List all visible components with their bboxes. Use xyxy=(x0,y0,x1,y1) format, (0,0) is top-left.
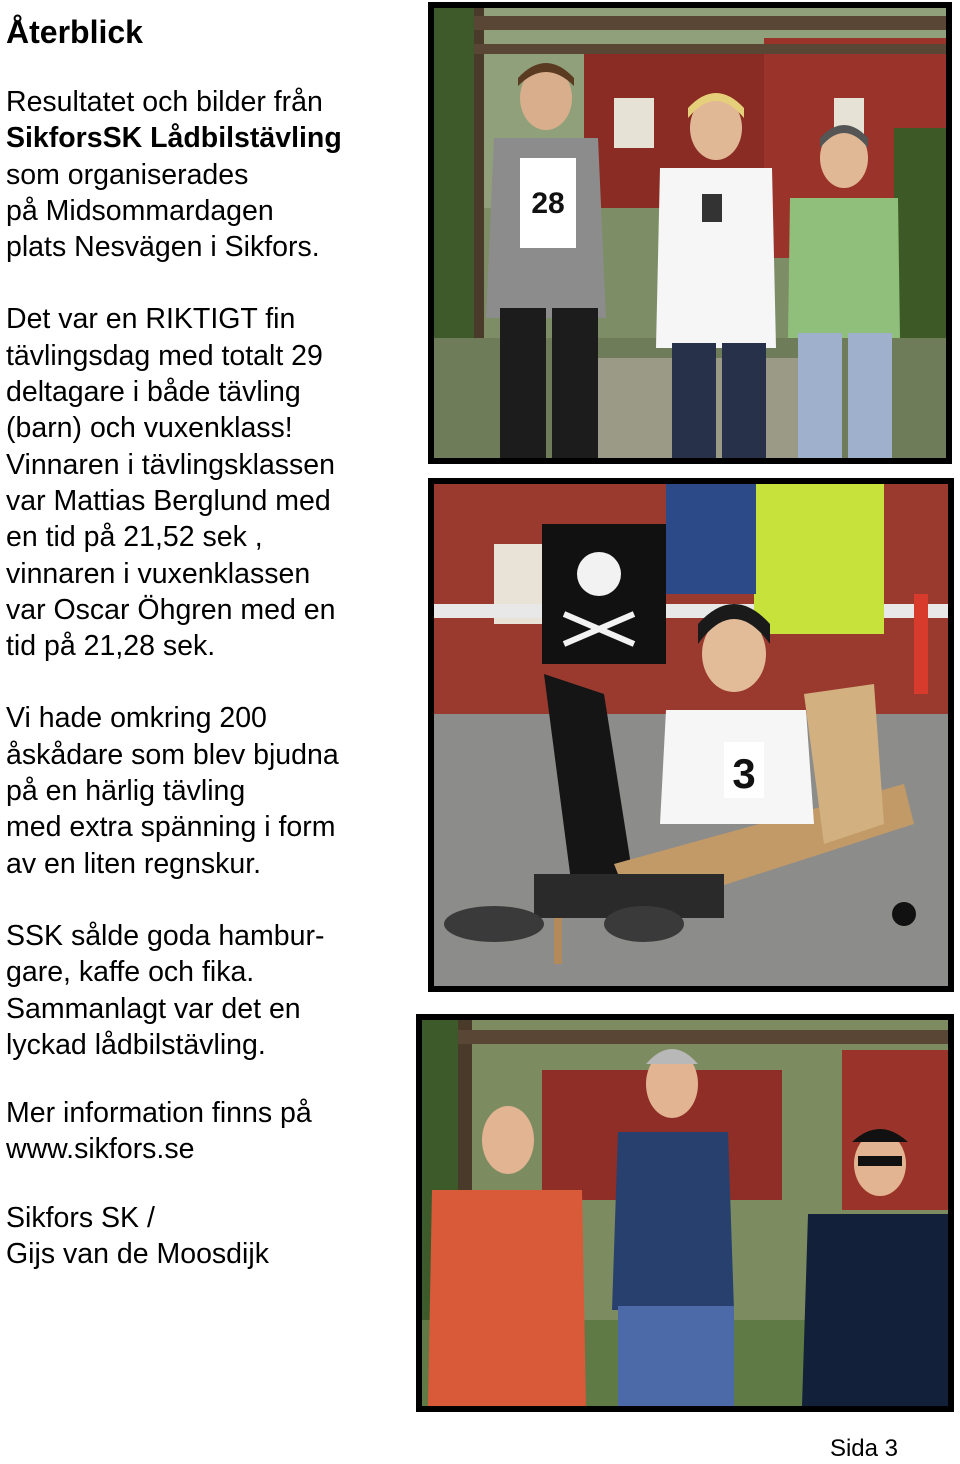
spectators-line: av en liten regnskur. xyxy=(6,847,262,880)
food-line: gare, kaffe och fika. xyxy=(6,956,255,989)
signature-block xyxy=(6,1200,421,1273)
safety-vest xyxy=(754,484,884,634)
intro-line: som organiserades xyxy=(6,158,249,191)
results-line: var Oscar Öhgren med en xyxy=(6,593,336,626)
intro-line: på Midsommardagen xyxy=(6,194,274,227)
food-paragraph xyxy=(6,918,421,1063)
info-line: Mer information finns på xyxy=(6,1097,312,1130)
results-line: (barn) och vuxenklass! xyxy=(6,412,293,445)
photo-adult-winners xyxy=(416,1014,954,1412)
results-paragraph xyxy=(6,301,421,664)
page-title: Återblick xyxy=(6,14,143,50)
bib-number-middle: 3 xyxy=(732,750,756,797)
bib-number-top: 28 xyxy=(531,187,565,220)
intro-line: plats Nesvägen i Sikfors. xyxy=(6,231,320,264)
signature-org: Sikfors SK / xyxy=(6,1201,155,1234)
results-line: en tid på 21,52 sek , xyxy=(6,521,263,554)
intro-line: Resultatet och bilder från xyxy=(6,86,323,118)
results-line: var Mattias Berglund med xyxy=(6,484,331,517)
spectators-paragraph xyxy=(6,700,421,881)
food-line: SSK sålde goda hambur- xyxy=(6,919,325,952)
photo-youth-winners xyxy=(428,2,952,464)
event-name: SikforsSK Lådbilstävling xyxy=(6,122,342,155)
results-line: tävlingsdag med totalt 29 xyxy=(6,339,323,372)
article-text xyxy=(6,84,421,1308)
spectators-line: på en härlig tävling xyxy=(6,775,246,808)
info-paragraph xyxy=(6,1095,421,1168)
food-line: Sammanlagt var det en xyxy=(6,992,301,1025)
photo-soapbox-car xyxy=(428,478,954,992)
results-line: vinnaren i vuxenklassen xyxy=(6,557,311,590)
spectators-line: åskådare som blev bjudna xyxy=(6,738,339,771)
results-line: deltagare i både tävling xyxy=(6,376,301,409)
signature-author: Gijs van de Moosdijk xyxy=(6,1238,269,1271)
food-line: lyckad lådbilstävling. xyxy=(6,1028,266,1061)
spectators-line: Vi hade omkring 200 xyxy=(6,702,267,735)
website-link[interactable]: www.sikfors.se xyxy=(6,1133,195,1166)
results-line: Vinnaren i tävlingsklassen xyxy=(6,448,336,481)
intro-paragraph xyxy=(6,84,421,265)
page-number: Sida 3 xyxy=(829,1435,898,1462)
results-line: tid på 21,28 sek. xyxy=(6,630,216,663)
results-line: Det var en RIKTIGT fin xyxy=(6,303,296,336)
spectators-line: med extra spänning i form xyxy=(6,811,336,844)
